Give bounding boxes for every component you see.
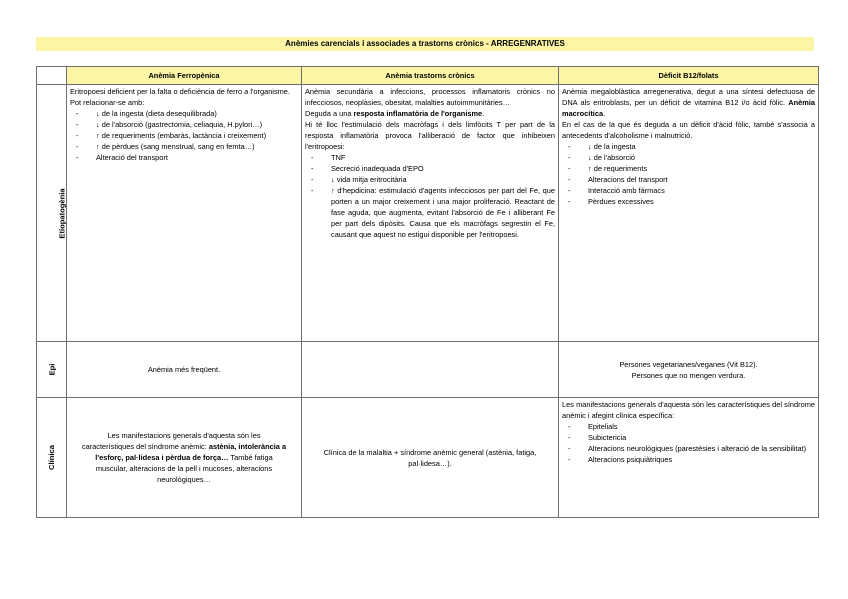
etio-cronics-p2 (305, 108, 555, 119)
text-run: També fatiga muscular, alteracions de la pell i mucoses, alteracions neurològiques… (95, 453, 273, 484)
list-item: - Subictericia (562, 432, 815, 443)
list-item: - ↑ de pèrdues (sang menstrual, sang en femta…) (70, 141, 298, 152)
bold-run: astènia, intolerància a l'esforç, pal·lidesa i pèrdua de força… (95, 442, 287, 462)
page-title: Anèmies carencials i associades a trastorns crònics - ARREGENRATIVES (36, 37, 814, 51)
row-label-text: Etiopatogènia (57, 187, 67, 239)
column-header-ferropenica: Anèmia Ferropènica (67, 67, 302, 85)
text-run: . (603, 109, 606, 118)
row-label-text: Epi (46, 363, 56, 376)
clinica-cronics-text: Clínica de la malaltia + síndrome anèmic general (astènia, fatiga, pal·lidesa…). (323, 447, 537, 468)
etio-b12-list (562, 141, 815, 207)
etio-cronics-list (305, 152, 555, 240)
list-item: - Alteracions del transport (562, 174, 815, 185)
column-header-cronics: Anèmia trastorns crònics (302, 67, 559, 85)
cell-clinica-cronics (302, 398, 559, 518)
row-etiopatogenia (37, 85, 819, 342)
bold-run: resposta inflamatòria de l'organisme (353, 109, 483, 118)
cell-etio-ferro (67, 85, 302, 342)
list-item: - Alteracions neurològiques (parestèsies i alteració de la sensibilitat) (562, 443, 815, 454)
etio-b12-p2: En el cas de la que és deguda a un dèficit d'àcid fòlic, també s'associa a antecedents d'alcoholisme i malnutrició. (562, 120, 815, 140)
cell-epi-cronics (302, 342, 559, 398)
epi-b12-line1: Persones vegetarianes/veganes (Vit B12). (619, 359, 758, 369)
text-run: Deguda a una (305, 109, 354, 118)
list-item: - ↑ de requeriments (562, 163, 815, 174)
text-run: Anèmia megaloblàstica arregenerativa, degut a una síntesi defectuosa de DNA als eritroblasts, per un dèficit de vitamina B12 i/o àcid fòlic. (562, 87, 815, 107)
list-item: - ↑ de requeriments (embaràs, lactància i creixement) (70, 130, 298, 141)
list-item: - Secreció inadequada d'EPO (305, 163, 555, 174)
list-item: - ↓ de la ingesta (562, 141, 815, 152)
list-item: - TNF (305, 152, 555, 163)
row-label-etiopatogenia (37, 85, 67, 342)
list-item: - Alteracions psiquiàtriques (562, 454, 815, 465)
list-item: - Interacció amb fàrmacs (562, 185, 815, 196)
list-item: - ↓ de la ingesta (dieta desequilibrada) (70, 108, 298, 119)
list-item: - ↓ de l'absorció (gastrectomia, celiaquia, H.pylori…) (70, 119, 298, 130)
row-label-text: Clínica (47, 445, 56, 470)
cell-epi-ferro (67, 342, 302, 398)
etio-b12-intro (562, 86, 815, 119)
text-run: Les manifestacions generals d'aquesta són les característiques del síndrome anèmic: (81, 431, 261, 451)
cell-etio-cronics (302, 85, 559, 342)
list-item: - Alteració del transport (70, 152, 298, 163)
clinica-b12-intro: Les manifestacions generals d'aquesta són les característiques del síndrome anèmic i afegint clínica específica: (562, 400, 815, 420)
cell-clinica-b12 (559, 398, 819, 518)
header-row (37, 67, 819, 85)
clinica-b12-list (562, 421, 815, 465)
cell-clinica-ferro (67, 398, 302, 518)
etio-ferro-list (70, 108, 298, 163)
epi-b12-line2: Persones que no mengen verdura. (631, 370, 746, 380)
list-item: - ↑ d'hepdicina: estimulació d'agents infecciosos per part del Fe, que porten a un major creixement i una major proliferació. Reactant de fase aguda, que augmenta, evitant l'absorció de Fe i alliberant Fe per part dels dipòsits. Causa que els macròfags segrestin el Fe, causant que aquest no estigui disponible per l'eritropoesi. (305, 185, 555, 240)
etio-ferro-intro: Eritropoesi deficient per la falta o deficiència de ferro a l'organisme. (70, 87, 290, 96)
cell-epi-b12 (559, 342, 819, 398)
anemia-table (36, 66, 819, 518)
row-clinica (37, 398, 819, 518)
list-item: - Pèrdues excessives (562, 196, 815, 207)
etio-cronics-p3: Hi té lloc l'estimulació dels macròfags i dels limfòcits T per part de la resposta inflamatòria provoca l'alliberació de factor que inhibeixen l'eritropoesi: (305, 120, 555, 151)
row-label-clinica (37, 398, 67, 518)
row-label-epi (37, 342, 67, 398)
text-run: . (482, 109, 485, 118)
list-item: - Epitelials (562, 421, 815, 432)
corner-cell (37, 67, 67, 85)
bold-run: Anèmia macrocítica (562, 98, 815, 118)
column-header-b12: Dèficit B12/folats (559, 67, 819, 85)
row-epi (37, 342, 819, 398)
etio-cronics-intro: Anèmia secundària a infeccions, processos inflamatoris crònics no infecciosos, neoplàsies, obesitat, malalties autoimmunitàries… (305, 87, 555, 107)
etio-ferro-lead: Pot relacionar-se amb: (70, 98, 145, 107)
epi-ferro-text: Anèmia més freqüent. (147, 365, 221, 374)
list-item: - ↓ de l'absorció (562, 152, 815, 163)
list-item: - ↓ vida mitja eritrocitària (305, 174, 555, 185)
cell-etio-b12 (559, 85, 819, 342)
